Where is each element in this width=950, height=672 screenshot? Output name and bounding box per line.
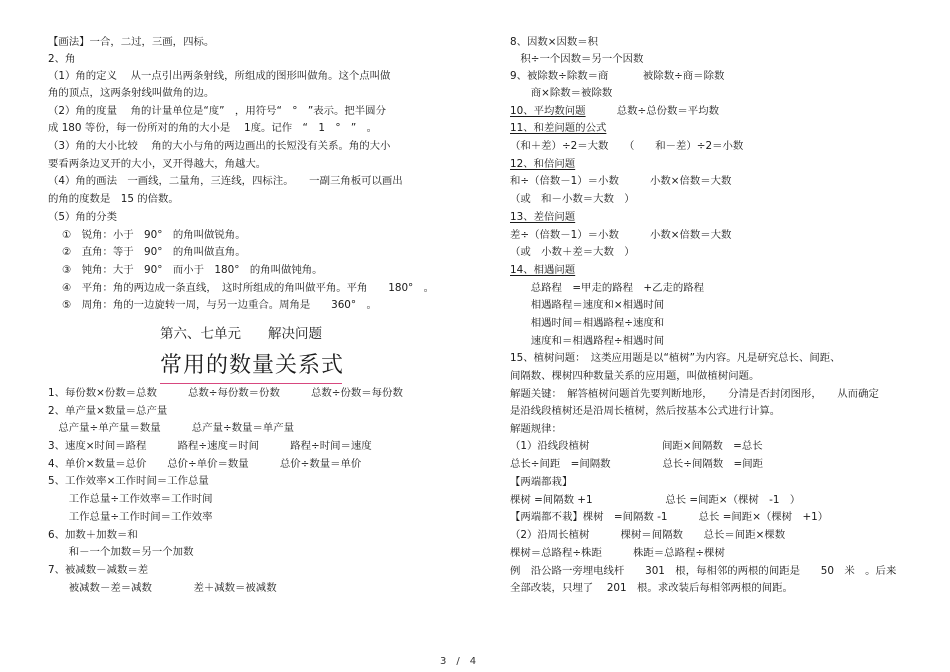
heading-rest: 总数÷总份数＝平均数	[585, 105, 719, 117]
text-line: ④ 平角：角的两边成一条直线， 这时所组成的角叫做平角。平角 180° 。	[62, 282, 435, 294]
formula-line: 3、速度×时间＝路程 路程÷速度＝时间 路程÷时间＝速度	[48, 440, 372, 452]
text-line: 【画法】一合，二过，三画，四标。	[48, 36, 215, 48]
text-line: 商×除数＝被除数	[510, 87, 613, 99]
text-line: ② 直角：等于 90° 的角叫做直角。	[62, 246, 246, 258]
text-line	[510, 104, 719, 118]
text-line: ⑤ 周角：角的一边旋转一周，与另一边重合。周角是 360° 。	[62, 299, 377, 311]
text-line: 全部改装，只埋了 201 根。求改装后每相邻两根的间距。	[510, 582, 793, 594]
text-line: 解题规律：	[510, 423, 562, 435]
text-line: 相遇时间＝相遇路程÷速度和	[510, 317, 665, 329]
text-line: 成 180 等份，每一份所对的角的大小是 1度。记作 “ 1 ° ” 。	[48, 122, 378, 134]
text-line: 总长÷间距 =间隔数 总长÷间隔数 =间距	[510, 458, 764, 470]
text-line: 例 沿公路一旁埋电线杆 301 根，每相邻的两根的间距是 50 米 。后来	[510, 565, 897, 577]
text-line: （4）角的画法 一画线，二量角，三连线，四标注。 一副三角板可以画出	[48, 175, 403, 187]
text-line: 【两端都不栽】棵树 =间隔数 -1 总长 =间距×（棵树 +1）	[510, 511, 829, 523]
text-line: ③ 钝角：大于 90° 而小于 180° 的角叫做钝角。	[62, 264, 323, 276]
formula-line: 2、单产量×数量＝总产量	[48, 405, 168, 417]
text-line: （和＋差）÷2＝大数 （ 和－差）÷2＝小数	[510, 140, 744, 152]
text-line: 棵树＝总路程÷株距 株距＝总路程÷棵树	[510, 547, 725, 559]
text-line: （或 和－小数＝大数 ）	[510, 193, 635, 205]
text-line: 角的顶点，这两条射线叫做角的边。	[48, 87, 215, 99]
formula-line: 6、加数＋加数＝和	[48, 529, 138, 541]
text-line: 【两端都栽】	[510, 476, 573, 488]
formula-line: 被减数－差＝减数 差＋减数＝被减数	[48, 582, 277, 594]
formula-line: 7、被减数－减数＝差	[48, 564, 149, 576]
text-line: 间隔数、棵树四种数量关系的应用题，叫做植树问题。	[510, 370, 760, 382]
text-line: 13、差倍问题	[510, 211, 576, 223]
text-line: （1）角的定义 从一点引出两条射线，所组成的图形叫做角。这个点叫做	[48, 70, 391, 82]
text-line: （5）角的分类	[48, 211, 117, 223]
formula-line: 5、工作效率×工作时间＝工作总量	[48, 475, 209, 487]
formula-line: 和－一个加数＝另一个加数	[48, 546, 194, 558]
title-underline	[160, 383, 342, 384]
text-line: （或 小数＋差＝大数 ）	[510, 246, 635, 258]
text-line: 和÷（倍数－1）＝小数 小数×倍数＝大数	[510, 175, 732, 187]
text-line: 相遇路程＝速度和×相遇时间	[510, 299, 665, 311]
text-line: 的角的度数是 15 的倍数。	[48, 193, 179, 205]
text-line: 15、植树问题： 这类应用题是以“植树”为内容。凡是研究总长、间距、	[510, 352, 841, 364]
text-line: ① 锐角：小于 90° 的角叫做锐角。	[62, 229, 246, 241]
text-line: （3）角的大小比较 角的大小与角的两边画出的长短没有关系。角的大小	[48, 140, 391, 152]
text-line: 是沿线段植树还是沿周长植树，然后按基本公式进行计算。	[510, 405, 781, 417]
page-title: 常用的数量关系式	[160, 353, 345, 378]
text-line: 8、因数×因数＝积	[510, 36, 599, 48]
text-line: 速度和＝相遇路程÷相遇时间	[510, 335, 665, 347]
text-line: 差÷（倍数－1）＝小数 小数×倍数＝大数	[510, 229, 732, 241]
formula-line: 1、每份数×份数＝总数 总数÷每份数＝份数 总数÷份数＝每份数	[48, 387, 403, 399]
text-line: 总路程 =甲走的路程 +乙走的路程	[510, 282, 705, 294]
text-line: 9、被除数÷除数＝商 被除数÷商＝除数	[510, 70, 725, 82]
formula-line: 工作总量÷工作效率＝工作时间	[48, 493, 213, 505]
text-line: 要看两条边叉开的大小，叉开得越大，角越大。	[48, 158, 267, 170]
text-line: （2）沿周长植树 棵树＝间隔数 总长＝间距×棵数	[510, 529, 786, 541]
heading-underlined: 10、平均数问题	[510, 105, 586, 117]
text-line: 2、角	[48, 53, 76, 65]
formula-line: 4、单价×数量＝总价 总价÷单价＝数量 总价÷数量＝单价	[48, 458, 362, 470]
text-line: 解题关键： 解答植树问题首先要判断地形， 分清是否封闭图形， 从而确定	[510, 388, 879, 400]
text-line: （2）角的度量 角的计量单位是“度” ，用符号“ ° ”表示。把半圆分	[48, 105, 386, 117]
text-line: 11、和差问题的公式	[510, 122, 607, 134]
formula-line: 总产量÷单产量＝数量 总产量÷数量＝单产量	[48, 422, 295, 434]
text-line: （1）沿线段植树 间距×间隔数 =总长	[510, 440, 763, 452]
text-line: 14、相遇问题	[510, 264, 576, 276]
unit-title: 第六、七单元 解决问题	[160, 326, 322, 342]
text-line: 棵树 =间隔数 +1 总长 =间距×（棵树 -1 ）	[510, 494, 801, 506]
formula-line: 工作总量÷工作时间＝工作效率	[48, 511, 213, 523]
page-number: 3 / 4	[440, 656, 477, 667]
text-line: 积÷一个因数＝另一个因数	[510, 53, 644, 65]
text-line: 12、和倍问题	[510, 158, 576, 170]
